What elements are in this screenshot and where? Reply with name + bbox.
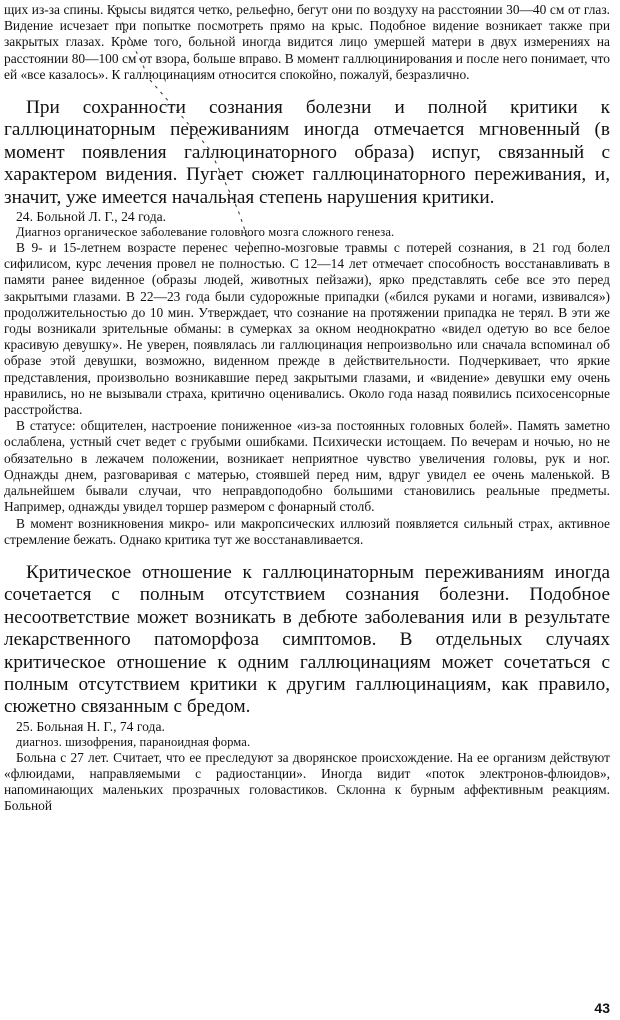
- top-paragraph: [4, 2, 610, 83]
- body-paragraph-2: Критическое отношение к галлюцинаторным переживаниям иногда сочетается с полным отсутствием сознания болезни. Подобное несоответствие может возникать в дебюте заболевания или в результате лекарственного патоморфоза симптомов. В отдельных случаях критическое отношение к одним галлюцинациям может сочетаться с полным отсутствием критики к другим галлюцинациям, как правило, сюжетно связанным с бредом.: [4, 561, 610, 718]
- page-number: 43: [594, 1000, 610, 1016]
- case-25-diagnosis: диагноз. шизофрения, параноидная форма.: [16, 734, 251, 749]
- case-24-status: В статусе: общителен, настроение пониженное «из-за постоянных головных болей». Память заметно ослаблена, устный счет ведет с грубыми ошибками. Психически истощаем. По вечерам и ночью, но не обязательно в лежачем положении, возникает неприятное чувство увеличения головы, рук и ног. Однажды днем, разговаривая с матерью, стоявшей перед ним, вдруг увидел ее очень маленькой. В дальнейшем бывали случаи, что неправдоподобно большими становились реальные предметы. Например, однажды увидел торшер размером с фонарный столб.: [4, 418, 610, 515]
- case-24-moment: В момент возникновения микро- или макропсических иллюзий появляется сильный страх, активное стремление бежать. Однако критика тут же восстанавливается.: [4, 515, 610, 547]
- case-25-title: 25. Больная Н. Г., 74 года.: [16, 718, 165, 734]
- case-25-history: Больна с 27 лет. Считает, что ее преследуют за дворянское происхождение. На ее организм действуют «флюидами, направляемыми с радиостанции». Иногда видит «поток электронов-флюидов», напоминающих маленьких прозрачных головастиков. Склонна к бурным аффективным реакциям. Больной: [4, 749, 610, 814]
- document-page: [4, 2, 610, 815]
- body-paragraph-1: При сохранности сознания болезни и полной критики к галлюцинаторным переживаниям иногда отмечается мгновенный (в момент появления галлюцинаторного образа) испуг, связанный с характером видения. Пугает сюжет галлюцинаторного переживания, и, значит, уже имеется начальная степень нарушения критики.: [4, 97, 610, 208]
- case-24-diagnosis: Диагноз органическое заболевание головного мозга сложного генеза.: [16, 225, 395, 240]
- case-24-title: 24. Больной Л. Г., 24 года.: [16, 209, 167, 225]
- case-24: [4, 209, 610, 548]
- case-25: [4, 719, 610, 815]
- case-24-history: В 9- и 15-летнем возрасте перенес черепно-мозговые травмы с потерей сознания, в 21 год болел сифилисом, курс лечения провел не полностью. С 12—14 лет отмечает способность восстанавливать в памяти ранее виденное (образы людей, животных пейзажи), ярко представлять себе все это перед закрытыми глазами. В 22—23 года были судорожные припадки («бился руками и ногами, извивался») продолжительностью до 10 мин. Утверждает, что сознание на протяжении припадка не терял. В эти же годы возникали зрительные обманы: в сумерках за окном неоднократно «видел одетую во все белое красивую девушку». Не уверен, появлялась ли галлюцинация непроизвольно или сначала вспоминал об образе этой девушки, возможно, виденном прежде в действительности. Подчеркивает, что яркие представления, произвольно возникавшие перед закрытыми глазами, и «видение» девушки ему очень нравились, но не вызывали страха, критично оценивались. Около года назад появились психосенсорные расстройства.: [4, 240, 610, 418]
- top-paragraph-text: щих из-за спины. Крысы видятся четко, рельефно, бегут они по воздуху на расстоянии 30—40 см от глаз. Видение исчезает при попытке посмотреть прямо на крыс. Подобное видение возникает также при закрытых глазах. Кроме того, больной иногда видится лицо умершей матери в двух измерениях на расстоянии 80—100 см от взора, больше вправо. В момент галлюцинирования и после него понимает, что ей «все казалось». К галлюцинациям относится спокойно, пожалуй, безразлично.: [4, 2, 610, 82]
